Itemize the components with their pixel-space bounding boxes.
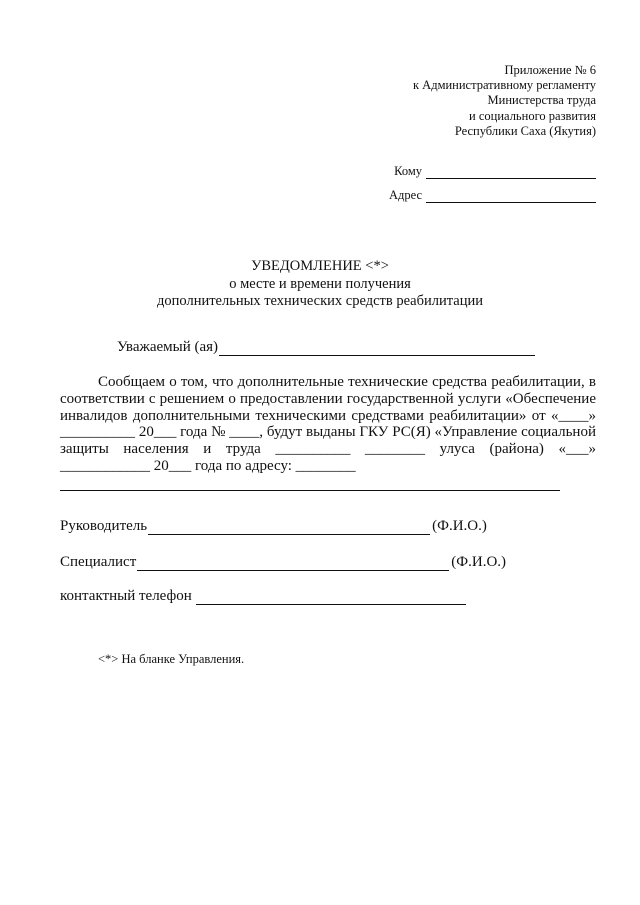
title-line-1: УВЕДОМЛЕНИЕ <*>	[251, 258, 389, 274]
greeting-label: Уважаемый (ая)	[117, 339, 219, 355]
phone-line	[196, 603, 466, 605]
phone-label: контактный телефон	[60, 588, 192, 604]
appendix-header	[413, 63, 596, 139]
recipient-to-line	[426, 177, 596, 179]
notice-title	[0, 258, 640, 311]
greeting-line	[219, 354, 535, 356]
recipient-address-row	[389, 188, 596, 203]
recipient-to-row	[394, 164, 596, 179]
footnote: <*> На бланке Управления.	[98, 652, 245, 666]
specialist-label: Специалист	[60, 554, 137, 570]
notice-body: Сообщаем о том, что дополнительные технические средства реабилитации, в соответствии с решением о предоставлении государственной услуги «Обеспечение инвалидов дополнительными техническими средствами реабилитации» от «____» __________ 20___ года № ____, будут выданы ГКУ РС(Я) «Управление социальной защиты населения и труда __________ ________ улуса (района) «___» ____________ 20___ года по адресу: ________	[60, 374, 596, 474]
greeting-row	[117, 339, 535, 356]
title-line-3: дополнительных технических средств реабилитации	[157, 293, 483, 309]
appendix-line: к Административному регламенту	[412, 78, 596, 93]
specialist-signature-row	[60, 554, 506, 571]
head-signature-row	[60, 518, 487, 535]
appendix-line: Министерства труда	[487, 93, 596, 108]
appendix-line: Республики Саха (Якутия)	[454, 123, 596, 138]
recipient-address-line	[426, 201, 596, 203]
head-label: Руководитель	[60, 518, 148, 534]
appendix-line: и социального развития	[469, 108, 596, 123]
phone-row	[60, 588, 466, 605]
recipient-to-label: Кому	[394, 164, 422, 178]
head-suffix: (Ф.И.О.)	[432, 518, 487, 534]
body-continuation-line	[60, 490, 560, 491]
title-line-2: о месте и времени получения	[229, 275, 411, 292]
specialist-suffix: (Ф.И.О.)	[451, 554, 507, 570]
appendix-line: Приложение № 6	[504, 63, 596, 77]
recipient-address-label: Адрес	[388, 188, 422, 202]
head-line	[148, 533, 430, 535]
specialist-line	[137, 569, 449, 571]
